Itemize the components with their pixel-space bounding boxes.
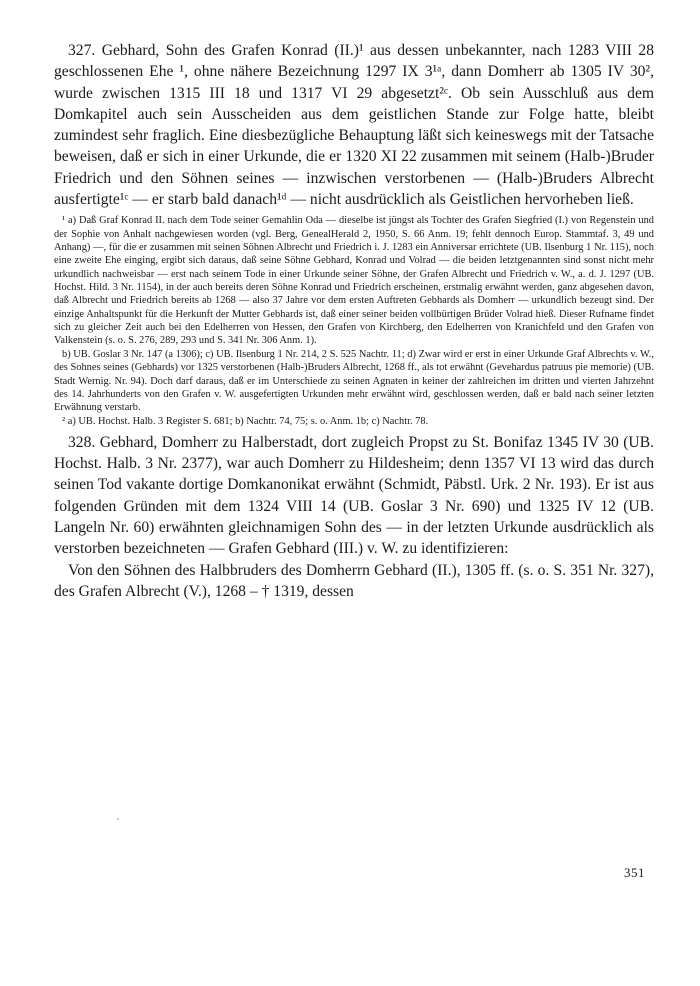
footnote-1: ¹ a) Daß Graf Konrad II. nach dem Tode seiner Gemahlin Oda — dieselbe ist jüngst als Tochter des Grafen Siegfried (I.) von Regenstein und der Sophie von Anhalt nachgewiesen worden (vgl. Berg, GenealHerald 2, 1950, S. 66 Anm. 19; fehlt dennoch Europ. Stammtaf. 3, 49 und Anhang) —, für die er zusammen mit seinen Söhnen Albrecht und Friedrich i. J. 1283 ein Anniversar errichtete (UB. Ilsenburg 1 Nr. 115), noch eine zweite Ehe einging, ergibt sich daraus, daß seine Söhne Gebhard, Konrad und Volrad — die beiden letztgenannten sind sonst nicht mehr urkundlich nachweisbar — erst nach seinem Tode in einer Urkunde seiner Söhne, der Grafen Albrecht und Friedrich v. W., a. d. J. 1297 (UB. Hochst. Hild. 3 Nr. 1154), in der auch bereits deren Söhne Konrad und Friedrich erscheinen, erstmalig erwähnt werden, ganz abgesehen davon, daß Albrecht und Friedrich bereits ab 1268 — also 37 Jahre vor dem ersten Auftreten Gebhards als Domherr — urkundlich bezeugt sind. Der einzige Anhaltspunkt für die Herkunft der Mutter Gebhards ist, daß einer seiner beiden vollbürtigen Brüder Volrad hieß. Dieser Rufname findet sich zu gleicher Zeit auch bei den Edelherren von Hessen, den Grafen von Kirchberg, den Edelherren von Kranichfeld und den Grafen von Valkenstein (s. o. S. 276, 289, 293 und S. 341 Nr. 306 Anm. 1).: [54, 215, 654, 347]
entry-327: [54, 40, 654, 210]
footnotes-327: [54, 214, 654, 428]
entry-328: [54, 432, 654, 602]
page-number: 351: [624, 865, 645, 880]
entry-328-continuation: Von den Söhnen des Halbbruders des Domherrn Gebhard (II.), 1305 ff. (s. o. S. 351 Nr. 327), des Grafen Albrecht (V.), 1268 – † 1319, dessen: [54, 561, 654, 600]
document-page: [54, 40, 654, 602]
entry-327-text: 327. Gebhard, Sohn des Grafen Konrad (II.)¹ aus dessen unbekannter, nach 1283 VIII 28 geschlossenen Ehe ¹, ohne nähere Bezeichnung 1297 IX 3¹ᵃ, dann Domherr ab 1305 IV 30², wurde zwischen 1315 III 18 und 1317 VI 29 abgesetzt²ᶜ. Ob sein Ausschluß aus dem Domkapitel auch sein Ausscheiden aus dem geistlichen Stande zur Folge hatte, bleibt zumindest sehr fraglich. Eine diesbezügliche Behauptung läßt sich keineswegs mit der Tatsache beweisen, daß er sich in einer Urkunde, die er 1320 XI 22 zusammen mit seinem (Halb-)Bruder Friedrich und den Söhnen seines — inzwischen verstorbenen — (Halb-)Bruders Albrecht ausfertigte¹ᶜ — er starb bald danach¹ᵈ — nicht ausdrücklich als Geistlichen hervorheben ließ.: [54, 42, 654, 209]
entry-328-text: 328. Gebhard, Domherr zu Halberstadt, dort zugleich Propst zu St. Bonifaz 1345 IV 30 (UB. Hochst. Halb. 3 Nr. 2377), war auch Domherr zu Hildesheim; denn 1357 VI 13 wird das durch seinen Tod vakante dortige Domkanonikat erwähnt (Schmidt, Päbstl. Urk. 2 Nr. 193). Er ist aus folgenden Gründen mit dem 1324 VIII 14 (UB. Goslar 3 Nr. 690) und 1325 IV 12 (UB. Langeln Nr. 60) erwähnten gleichnamigen Sohn des — in der letzten Urkunde ausdrücklich als verstorben bezeichneten — Grafen Gebhard (III.) v. W. zu identifizieren:: [54, 433, 654, 558]
footnote-2: ² a) UB. Hochst. Halb. 3 Register S. 681; b) Nachtr. 74, 75; s. o. Anm. 1b; c) Nachtr. 78.: [62, 415, 429, 427]
footnote-1-continued: b) UB. Goslar 3 Nr. 147 (a 1306); c) UB. Ilsenburg 1 Nr. 214, 2 S. 525 Nachtr. 11; d) Zwar wird er erst in einer Urkunde Graf Albrechts v. W., des Sohnes seines (Gebhards) vor 1325 verstorbenen (Halb-)Bruders Albrecht, 1268 ff., als tot erwähnt (Gevehardus patruus pie memorie) (UB. Stadt Wernig. Nr. 94). Doch darf daraus, daß er im Unterschiede zu seinen Agnaten in keiner der zahlreichen im dritten und vierten Jahrzehnt des 14. Jahrhunderts von den Grafen v. W. ausgefertigten Urkunden mehr erwähnt wird, geschlossen werden, daß er bald nach seiner letzten Erwähnung verstarb.: [54, 348, 654, 414]
scan-speck: [117, 818, 119, 820]
